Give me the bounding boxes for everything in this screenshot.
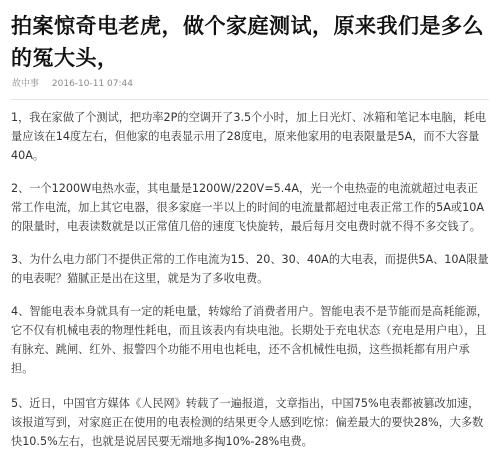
paragraph: 4、智能电表本身就具有一定的耗电量，转嫁给了消费者用户。智能电表不是节能而是高耗能源，它不仅有机械电表的物理性耗电，而且该表内有块电池。长期处于充电状态（充电是用户电），且有脉充、跳闸、红外、报警四个功能不用电也耗电，还不含机械性电损，这些损耗都有用户承担。 (11, 305, 488, 375)
divider (11, 99, 489, 100)
article-meta (12, 78, 489, 91)
paragraph: 1，我在家做了个测试，把功率2P的空调开了3.5个小时，加上日光灯、冰箱和笔记本电脑，耗电量应该在14度左右，但他家的电表显示用了28度电，原来他家用的电表限量是5A，而不大容量40A。 (11, 111, 487, 162)
article-title: 拍案惊奇电老虎，做个家庭测试，原来我们是多么的冤大头， (11, 14, 484, 70)
author-name[interactable]: 故中事 (12, 79, 40, 89)
paragraph: 2、一个1200W电热水壶，其电量是1200W/220V=5.4A，光一个电热壶的电流就超过电表正常工作电流，加上其它电器，很多家庭一半以上的时间的电流量都超过电表正常工作的5A或10A的限量时，电表读数就是以正常值几倍的速度飞快旋转，最后每月交电费时就不得不多交钱了。 (11, 182, 484, 233)
paragraph: 3、为什么电力部门不提供正常的工作电流为15、20、30、40A的大电表，而提供5A、10A限量的电表呢？猫腻正是出在这里，就是为了多收电费。 (11, 253, 489, 285)
publish-datetime: 2016-10-11 07:44 (51, 79, 133, 89)
paragraph: 5、近日，中国官方媒体《人民网》转载了一遍报道，文章指出，中国75%电表都被篡改加速，该报道写到，对家庭正在使用的电表检测的结果更令人感到吃惊：偏差最大的要快28%，大多数快10.5%左右，也就是说居民要无端地多掏10%-28%电费。 (11, 397, 484, 448)
